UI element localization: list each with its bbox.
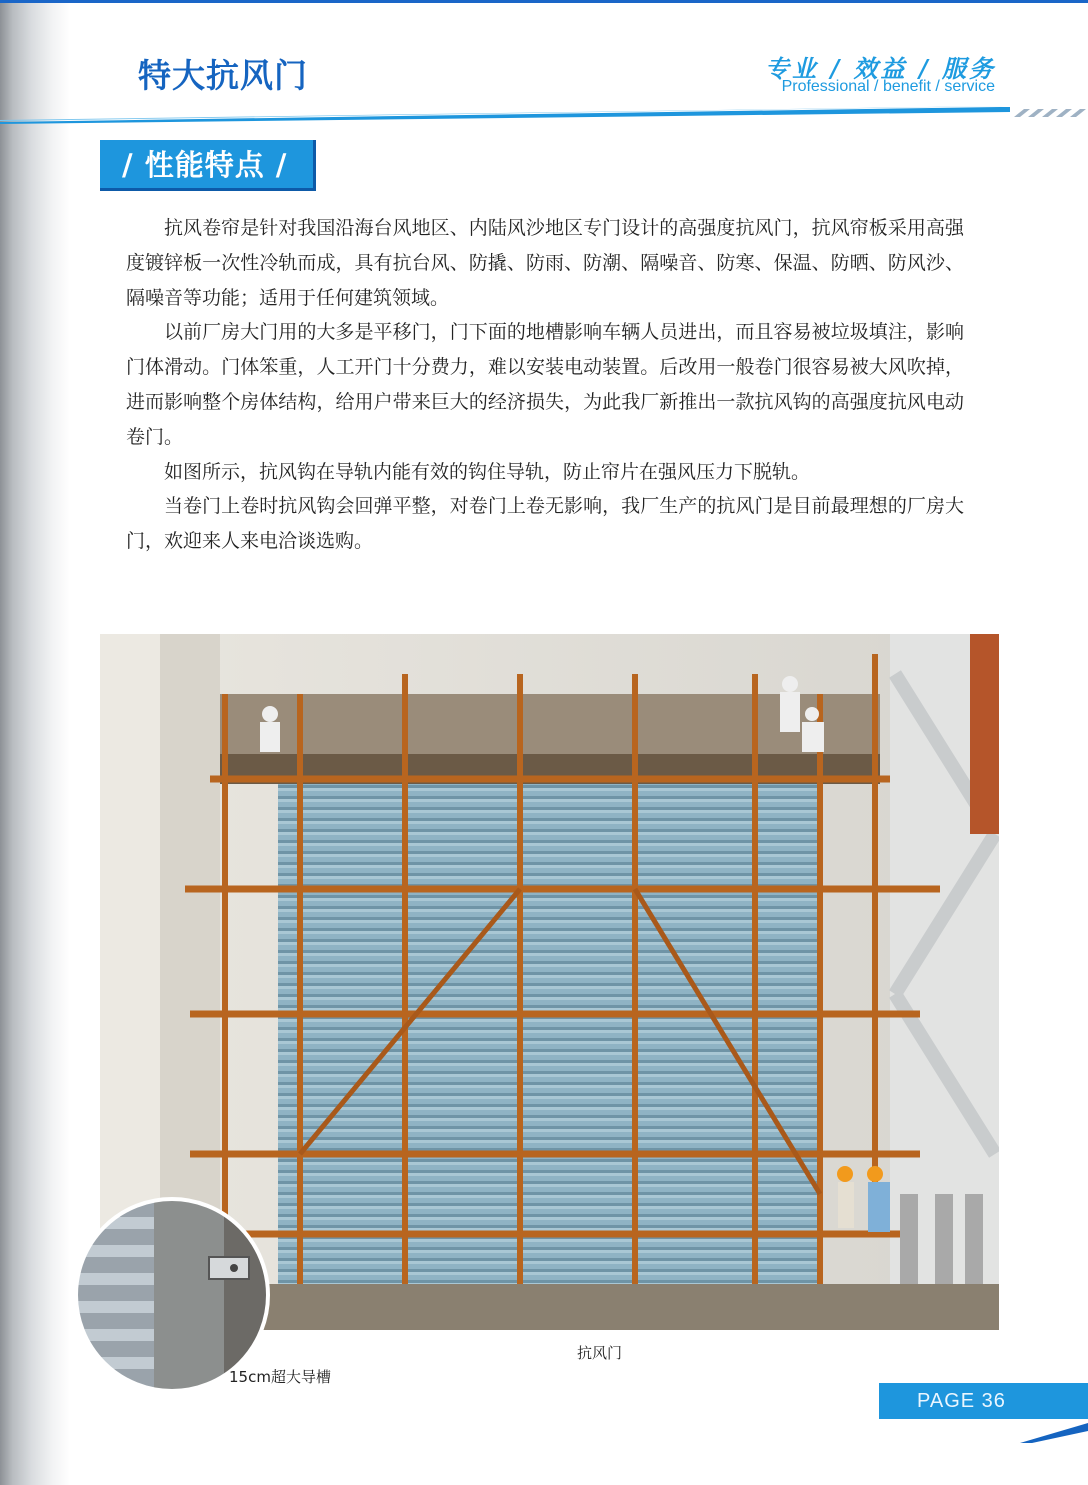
- paragraph-4: 当卷门上卷时抗风钩会回弹平整，对卷门上卷无影响，我厂生产的抗风门是目前最理想的厂房大门，欢迎来人来电洽谈选购。: [126, 495, 964, 553]
- photo-caption: 抗风门: [577, 1344, 623, 1362]
- header-divider-bar: [0, 104, 1088, 126]
- top-border-line: [0, 0, 1088, 3]
- slogan-chinese: 专业 / 效益 / 服务: [765, 54, 996, 83]
- inset-caption: 15cm超大导槽: [229, 1368, 331, 1386]
- page-number-tab: PAGE 36: [879, 1383, 1088, 1419]
- paragraph-3: 如图所示，抗风钩在导轨内能有效的钩住导轨，防止帘片在强风压力下脱轨。: [164, 460, 811, 483]
- slogan-english: Professional / benefit / service: [781, 78, 995, 95]
- body-text: [126, 211, 964, 559]
- page-tab-stripe: [1020, 1419, 1088, 1443]
- page-spine-shadow: [0, 0, 70, 1485]
- section-badge-features: / 性能特点 /: [100, 140, 316, 191]
- paragraph-1: 抗风卷帘是针对我国沿海台风地区、内陆风沙地区专门设计的高强度抗风门，抗风帘板采用高强度镀锌板一次性冷轨而成，具有抗台风、防撬、防雨、防潮、隔噪音、防寒、保温、防晒、防风沙、隔噪音等功能；适用于任何建筑领域。: [126, 217, 964, 309]
- paragraph-2: 以前厂房大门用的大多是平移门，门下面的地槽影响车辆人员进出，而且容易被垃圾填注，影响门体滑动。门体笨重，人工开门十分费力，难以安装电动装置。后改用一般卷门很容易被大风吹掉，进而影响整个房体结构，给用户带来巨大的经济损失，为此我厂新推出一款抗风钩的高强度抗风电动卷门。: [126, 321, 964, 448]
- page-title: 特大抗风门: [138, 56, 308, 95]
- guide-rail-detail-photo: [74, 1197, 270, 1393]
